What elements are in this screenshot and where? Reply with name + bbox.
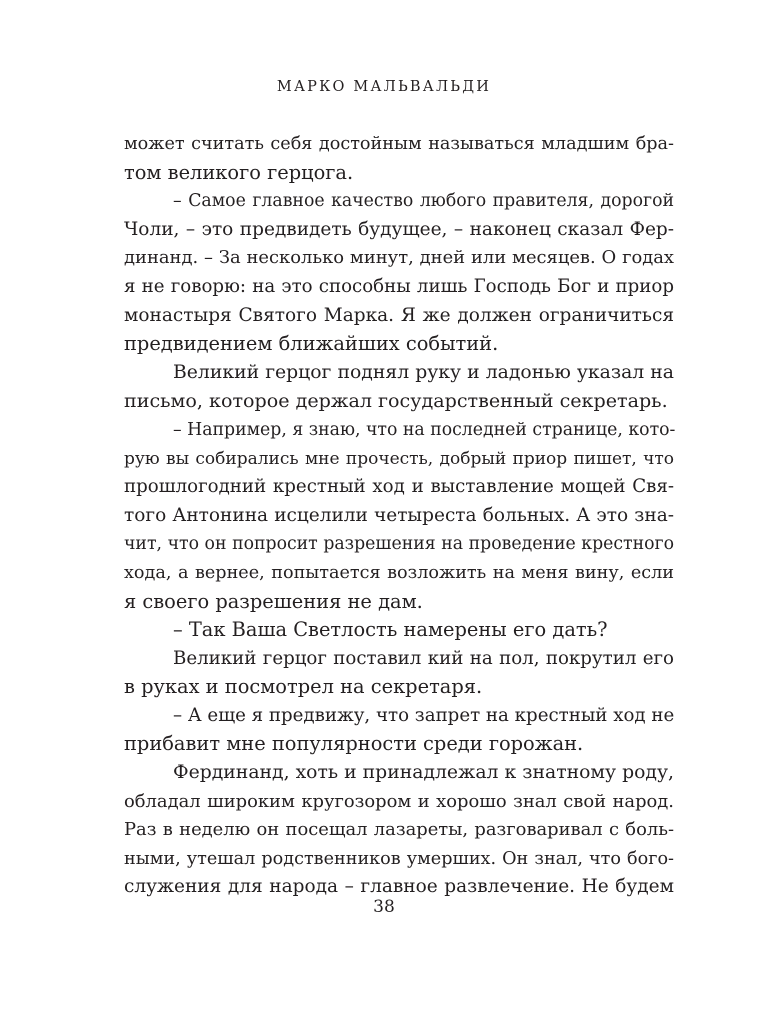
text-line: я своего разрешения не дам.: [124, 589, 423, 613]
running-head: МАРКО МАЛЬВАЛЬДИ: [276, 79, 492, 95]
text-line: прошлогодний крестный ход и выставление мощей Свя-: [124, 476, 674, 498]
text-line: ными, утешал родственников умерших. Он знал, что бого-: [124, 848, 674, 869]
text-line: прибавит мне популярности среди горожан.: [124, 732, 584, 756]
text-line: Великий герцог поставил кий на пол, покрутил его: [173, 647, 674, 669]
text-line: – Например, я знаю, что на последней странице, кото-: [173, 419, 676, 440]
text-line: того Антонина исцелили четыреста больных. А это зна-: [124, 504, 674, 526]
text-line: – А еще я предвижу, что запрет на крестный ход не: [173, 704, 675, 726]
text-line: Чоли, – это предвидеть будущее, – наконец сказал Фер-: [124, 218, 674, 240]
text-line: служения для народа – главное развлечение. Не будем: [124, 876, 674, 898]
text-line: в руках и посмотрел на секретаря.: [124, 675, 483, 699]
text-line: Фердинанд, хоть и принадлежал к знатному роду,: [173, 762, 674, 784]
text-line: рую вы собирались мне прочесть, добрый приор пишет, что: [124, 448, 674, 469]
text-line: том великого герцога.: [124, 160, 354, 184]
text-line: динанд. – За несколько минут, дней или месяцев. О годах: [124, 247, 674, 269]
text-line: монастыря Святого Марка. Я же должен ограничиться: [124, 304, 674, 326]
text-line: обладал широким кругозором и хорошо знал свой народ.: [124, 790, 674, 812]
text-line: хода, а вернее, попытается возложить на меня вину, если: [124, 562, 674, 583]
text-line: Великий герцог поднял руку и ладонью указал на: [173, 361, 674, 383]
text-line: предвидением ближайших событий.: [124, 332, 499, 356]
body-text: [124, 130, 674, 902]
page-number: 38: [373, 897, 395, 917]
text-line: чит, что он попросит разрешения на проведение крестного: [124, 534, 674, 555]
text-line: – Так Ваша Светлость намерены его дать?: [173, 618, 608, 642]
text-line: я не говорю: на это способны лишь Господь Бог и приор: [124, 275, 674, 297]
text-line: может считать себя достойным называться младшим бра-: [124, 134, 674, 154]
text-line: Раз в неделю он посещал лазареты, разговаривал с боль-: [124, 819, 674, 841]
text-line: письмо, которое держал государственный секретарь.: [124, 389, 668, 413]
text-line: – Самое главное качество любого правителя, дорогой: [173, 191, 674, 212]
